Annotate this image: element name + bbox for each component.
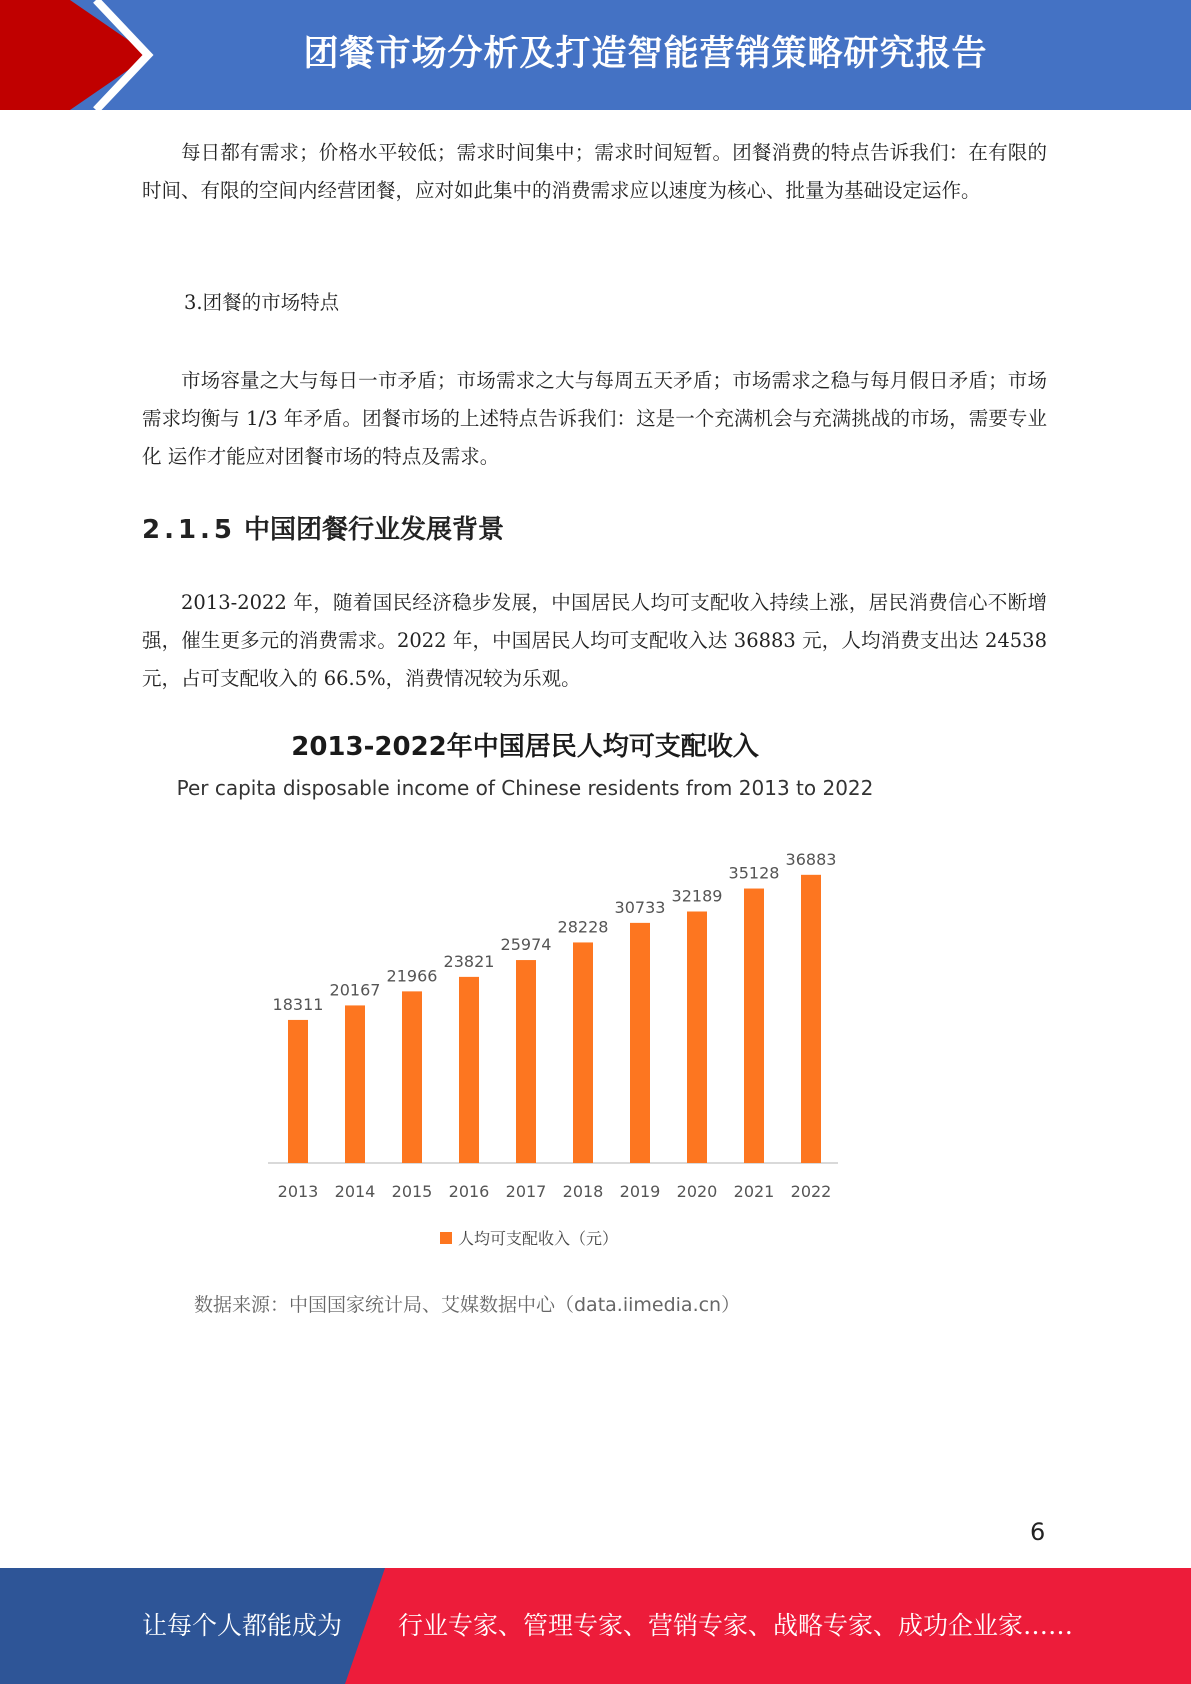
x-tick-2018: 2018 [562, 1182, 604, 1201]
subheading-market-features: 3.团餐的市场特点 [184, 291, 340, 314]
bar-2013 [288, 1020, 308, 1163]
bar-2021 [744, 889, 764, 1163]
legend-swatch [440, 1232, 452, 1244]
paragraph-income-background: 2013-2022 年，随着国民经济稳步发展，中国居民人均可支配收入持续上涨，居民消费信心不断增强，催生更多元的消费需求。2022 年，中国居民人均可支配收入达 36883 元，人均消费支出达 24538 元，占可支配收入的 66.5%，消费情况较为乐观。 [142, 591, 1047, 690]
page-footer [0, 1568, 1191, 1684]
x-tick-2013: 2013 [277, 1182, 319, 1201]
data-label-2017: 25974 [500, 935, 552, 955]
page-number: 6 [1030, 1518, 1046, 1546]
footer-slogan-left: 让每个人都能成为 [142, 1611, 343, 1640]
x-tick-2021: 2021 [733, 1182, 775, 1201]
bar-2022 [801, 875, 821, 1163]
x-tick-2020: 2020 [676, 1182, 718, 1201]
section-title: 中国团餐行业发展背景 [244, 515, 505, 545]
x-tick-2014: 2014 [334, 1182, 376, 1201]
data-label-2021: 35128 [728, 863, 780, 883]
data-label-2014: 20167 [329, 980, 381, 1000]
footer-slogan-right: 行业专家、管理专家、营销专家、战略专家、成功企业家…… [398, 1611, 1074, 1640]
bar-2016 [459, 977, 479, 1163]
data-source-note: 数据来源：中国国家统计局、艾媒数据中心（data.iimedia.cn） [194, 1294, 741, 1316]
x-tick-2022: 2022 [790, 1182, 832, 1201]
bar-2018 [573, 942, 593, 1163]
x-tick-2017: 2017 [505, 1182, 547, 1201]
chart-legend [440, 1226, 618, 1249]
bar-2019 [630, 923, 650, 1163]
report-title: 团餐市场分析及打造智能营销策略研究报告 [303, 34, 988, 74]
bar-2015 [402, 991, 422, 1163]
legend-label: 人均可支配收入（元） [458, 1229, 619, 1248]
x-tick-2015: 2015 [391, 1182, 433, 1201]
paragraph-demand-features: 每日都有需求；价格水平较低；需求时间集中；需求时间短暂。团餐消费的特点告诉我们：在有限的时间、有限的空间内经营团餐，应对如此集中的消费需求应以速度为核心、批量为基础设定运作。 [142, 141, 1047, 202]
x-tick-2016: 2016 [448, 1182, 490, 1201]
data-label-2019: 30733 [614, 897, 666, 917]
data-label-2022: 36883 [785, 849, 837, 869]
data-label-2018: 28228 [557, 917, 609, 937]
data-label-2016: 23821 [443, 951, 495, 971]
chart-subtitle: Per capita disposable income of Chinese residents from 2013 to 2022 [176, 776, 874, 800]
data-label-2020: 32189 [671, 886, 723, 906]
paragraph-market-features: 市场容量之大与每日一市矛盾；市场需求之大与每周五天矛盾；市场需求之稳与每月假日矛盾；市场需求均衡与 1/3 年矛盾。团餐市场的上述特点告诉我们：这是一个充满机会与充满挑战的市场，需要专业化 运作才能应对团餐市场的特点及需求。 [142, 369, 1047, 468]
bar-2017 [516, 960, 536, 1163]
section-number: 2.1.5 [142, 515, 237, 545]
chart-title: 2013-2022年中国居民人均可支配收入 [291, 732, 759, 762]
x-tick-2019: 2019 [619, 1182, 661, 1201]
data-label-2015: 21966 [386, 966, 438, 986]
data-label-2013: 18311 [272, 994, 324, 1014]
bar-2014 [345, 1005, 365, 1163]
bar-2020 [687, 911, 707, 1163]
